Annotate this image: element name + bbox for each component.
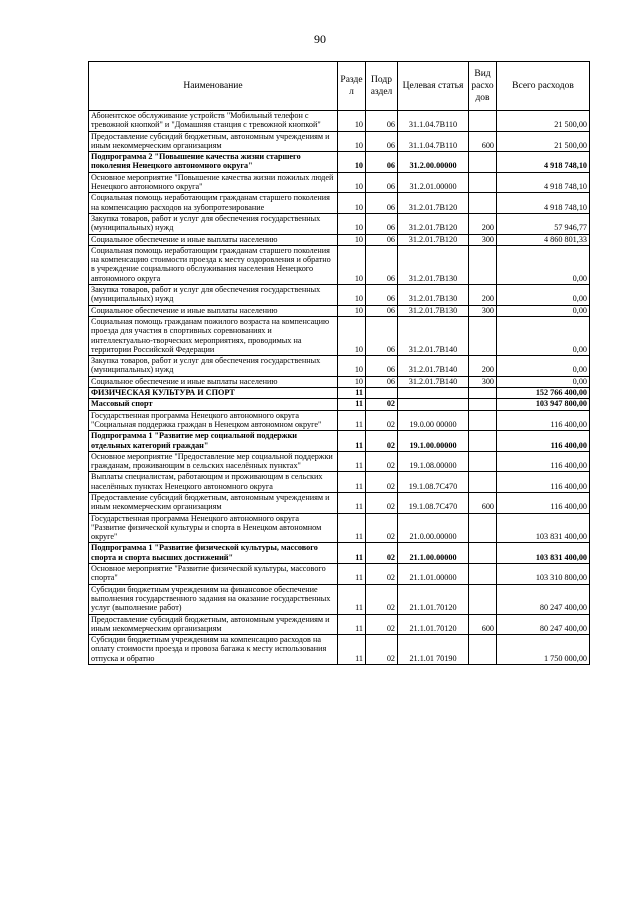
cell-total: 103 831 400,00 <box>497 513 590 543</box>
table-row <box>89 614 590 635</box>
cell-subsection: 06 <box>366 285 398 306</box>
cell-kind: 200 <box>469 285 497 306</box>
cell-kind <box>469 564 497 585</box>
cell-section: 10 <box>338 376 366 387</box>
cell-section: 10 <box>338 245 366 284</box>
cell-subsection: 06 <box>366 172 398 193</box>
cell-total: 103 947 800,00 <box>497 399 590 410</box>
cell-subsection: 06 <box>366 305 398 316</box>
cell-total: 116 400,00 <box>497 451 590 472</box>
cell-article: 21.1.01 70190 <box>398 635 469 665</box>
cell-total: 4 918 748,10 <box>497 172 590 193</box>
table-row <box>89 635 590 665</box>
cell-subsection: 02 <box>366 410 398 431</box>
cell-name: Предоставление субсидий бюджетным, автономным учреждениям и иным некоммерческим организациям <box>89 131 338 152</box>
table-row <box>89 584 590 614</box>
table-row <box>89 152 590 173</box>
cell-section: 10 <box>338 305 366 316</box>
cell-kind: 300 <box>469 376 497 387</box>
cell-section: 11 <box>338 410 366 431</box>
cell-section: 11 <box>338 543 366 564</box>
cell-total: 116 400,00 <box>497 492 590 513</box>
cell-total: 0,00 <box>497 376 590 387</box>
table-row <box>89 131 590 152</box>
cell-subsection: 06 <box>366 111 398 132</box>
cell-subsection: 02 <box>366 513 398 543</box>
cell-section: 11 <box>338 472 366 493</box>
cell-total: 152 766 400,00 <box>497 388 590 399</box>
cell-section: 11 <box>338 388 366 399</box>
cell-name: Закупка товаров, работ и услуг для обеспечения государственных (муниципальных) нужд <box>89 285 338 306</box>
cell-article: 31.2.01.7В120 <box>398 193 469 214</box>
cell-total: 116 400,00 <box>497 410 590 431</box>
cell-article <box>398 399 469 410</box>
table-header-row <box>89 62 590 111</box>
header-kind: Вид расхо дов <box>469 62 497 111</box>
cell-kind: 200 <box>469 356 497 377</box>
header-section: Разде л <box>338 62 366 111</box>
cell-kind <box>469 399 497 410</box>
cell-subsection: 06 <box>366 245 398 284</box>
cell-kind <box>469 635 497 665</box>
table-row <box>89 172 590 193</box>
cell-subsection: 02 <box>366 451 398 472</box>
cell-section: 11 <box>338 564 366 585</box>
cell-name: Подпрограмма 1 "Развитие мер социальной поддержки отдельных категорий граждан" <box>89 431 338 452</box>
table-row <box>89 234 590 245</box>
cell-article: 31.2.01.7В140 <box>398 356 469 377</box>
cell-name: Государственная программа Ненецкого автономного округа "Развитие физической культуры и спорта в Ненецком автономном округе" <box>89 513 338 543</box>
cell-total: 21 500,00 <box>497 111 590 132</box>
table-row <box>89 543 590 564</box>
cell-name: Закупка товаров, работ и услуг для обеспечения государственных (муниципальных) нужд <box>89 356 338 377</box>
budget-table <box>88 61 590 665</box>
cell-article: 31.1.04.7В110 <box>398 131 469 152</box>
cell-kind <box>469 172 497 193</box>
cell-subsection: 02 <box>366 564 398 585</box>
cell-article: 21.0.00.00000 <box>398 513 469 543</box>
cell-total: 4 918 748,10 <box>497 152 590 173</box>
cell-kind: 600 <box>469 492 497 513</box>
table-row <box>89 451 590 472</box>
cell-name: Социальная помощь гражданам пожилого возраста на компенсацию проезда для участия в спортивных соревнованиях и интеллектуально-творческих мероприятиях, проводимых на территории Российской Федерации <box>89 316 338 355</box>
table-row <box>89 410 590 431</box>
header-subsection: Подр аздел <box>366 62 398 111</box>
cell-article: 31.2.01.7В120 <box>398 234 469 245</box>
cell-total: 80 247 400,00 <box>497 584 590 614</box>
cell-subsection: 06 <box>366 131 398 152</box>
table-row <box>89 356 590 377</box>
cell-name: Субсидии бюджетным учреждениям на компенсацию расходов на оплату стоимости проезда и провоза багажа к месту использования отпуска и обратно <box>89 635 338 665</box>
cell-section: 10 <box>338 193 366 214</box>
cell-section: 10 <box>338 172 366 193</box>
cell-kind: 300 <box>469 305 497 316</box>
cell-total: 0,00 <box>497 245 590 284</box>
cell-article: 21.1.00.00000 <box>398 543 469 564</box>
cell-article: 31.2.01.7В130 <box>398 305 469 316</box>
cell-section: 10 <box>338 152 366 173</box>
cell-section: 11 <box>338 492 366 513</box>
cell-section: 11 <box>338 513 366 543</box>
cell-name: Социальное обеспечение и иные выплаты населению <box>89 305 338 316</box>
cell-name: Предоставление субсидий бюджетным, автономным учреждениям и иным некоммерческим организациям <box>89 614 338 635</box>
header-name: Наименование <box>89 62 338 111</box>
cell-kind <box>469 451 497 472</box>
cell-kind <box>469 193 497 214</box>
cell-article: 31.2.01.00000 <box>398 172 469 193</box>
cell-total: 4 918 748,10 <box>497 193 590 214</box>
cell-kind <box>469 513 497 543</box>
cell-section: 10 <box>338 213 366 234</box>
cell-total: 103 831 400,00 <box>497 543 590 564</box>
cell-total: 116 400,00 <box>497 472 590 493</box>
cell-section: 10 <box>338 285 366 306</box>
cell-article: 19.1.08.00000 <box>398 451 469 472</box>
table-row <box>89 399 590 410</box>
page-number: 90 <box>314 32 326 46</box>
cell-article <box>398 388 469 399</box>
cell-kind <box>469 584 497 614</box>
cell-kind <box>469 245 497 284</box>
cell-section: 10 <box>338 111 366 132</box>
cell-kind: 300 <box>469 234 497 245</box>
cell-subsection: 06 <box>366 376 398 387</box>
cell-total: 0,00 <box>497 285 590 306</box>
cell-total: 0,00 <box>497 305 590 316</box>
cell-total: 21 500,00 <box>497 131 590 152</box>
cell-name: Государственная программа Ненецкого автономного округа "Социальная поддержка граждан в Ненецком автономном округе" <box>89 410 338 431</box>
cell-subsection <box>366 388 398 399</box>
cell-subsection: 02 <box>366 492 398 513</box>
cell-name: Социальное обеспечение и иные выплаты населению <box>89 234 338 245</box>
cell-kind: 200 <box>469 213 497 234</box>
cell-section: 11 <box>338 635 366 665</box>
cell-name: Массовый спорт <box>89 399 338 410</box>
cell-article: 31.2.01.7В130 <box>398 245 469 284</box>
cell-section: 11 <box>338 584 366 614</box>
cell-name: Социальная помощь неработающим гражданам старшего поколения на компенсацию стоимости проезда к месту оздоровления и обратно в учреждение социального обслуживания населения Ненецкого автономного округа <box>89 245 338 284</box>
table-row <box>89 513 590 543</box>
cell-name: Абонентское обслуживание устройств "Мобильный телефон с тревожной кнопкой" и "Домашняя станция с тревожной кнопкой" <box>89 111 338 132</box>
table-row <box>89 285 590 306</box>
cell-section: 11 <box>338 451 366 472</box>
table-row <box>89 305 590 316</box>
table-row <box>89 376 590 387</box>
cell-name: Подпрограмма 1 "Развитие физической культуры, массового спорта и спорта высших достижений" <box>89 543 338 564</box>
cell-subsection: 06 <box>366 213 398 234</box>
cell-name: Основное мероприятие "Предоставление мер социальной поддержки гражданам, проживающим в сельских населённых пунктах" <box>89 451 338 472</box>
cell-article: 19.1.00.00000 <box>398 431 469 452</box>
cell-name: Основное мероприятие "Развитие физической культуры, массового спорта" <box>89 564 338 585</box>
cell-section: 11 <box>338 399 366 410</box>
table-row <box>89 193 590 214</box>
cell-article: 31.2.01.7В120 <box>398 213 469 234</box>
header-article: Целевая статья <box>398 62 469 111</box>
cell-article: 21.1.01.70120 <box>398 614 469 635</box>
header-total: Всего расходов <box>497 62 590 111</box>
cell-section: 10 <box>338 234 366 245</box>
cell-article: 21.1.01.70120 <box>398 584 469 614</box>
cell-subsection: 06 <box>366 356 398 377</box>
table-row <box>89 431 590 452</box>
cell-kind <box>469 543 497 564</box>
cell-section: 10 <box>338 316 366 355</box>
cell-subsection: 02 <box>366 584 398 614</box>
cell-name: Основное мероприятие "Повышение качества жизни пожилых людей Ненецкого автономного округа" <box>89 172 338 193</box>
table-row <box>89 564 590 585</box>
cell-subsection: 02 <box>366 635 398 665</box>
cell-total: 1 750 000,00 <box>497 635 590 665</box>
cell-subsection: 02 <box>366 543 398 564</box>
cell-kind: 600 <box>469 131 497 152</box>
cell-name: ФИЗИЧЕСКАЯ КУЛЬТУРА И СПОРТ <box>89 388 338 399</box>
cell-article: 31.1.04.7В110 <box>398 111 469 132</box>
table-row <box>89 245 590 284</box>
table-body <box>89 111 590 665</box>
cell-kind <box>469 472 497 493</box>
cell-name: Закупка товаров, работ и услуг для обеспечения государственных (муниципальных) нужд <box>89 213 338 234</box>
cell-subsection: 02 <box>366 614 398 635</box>
cell-section: 10 <box>338 356 366 377</box>
cell-name: Выплаты специалистам, работающим и проживающим в сельских населённых пунктах Ненецкого автономного округа <box>89 472 338 493</box>
cell-article: 19.1.08.7С470 <box>398 472 469 493</box>
cell-article: 19.1.08.7С470 <box>398 492 469 513</box>
cell-kind <box>469 111 497 132</box>
table-row <box>89 316 590 355</box>
cell-total: 80 247 400,00 <box>497 614 590 635</box>
cell-total: 116 400,00 <box>497 431 590 452</box>
cell-subsection: 02 <box>366 431 398 452</box>
cell-article: 21.1.01.00000 <box>398 564 469 585</box>
cell-subsection: 06 <box>366 152 398 173</box>
cell-name: Подпрограмма 2 "Повышение качества жизни старшего поколения Ненецкого автономного округа" <box>89 152 338 173</box>
cell-name: Предоставление субсидий бюджетным, автономным учреждениям и иным некоммерческим организациям <box>89 492 338 513</box>
cell-section: 11 <box>338 614 366 635</box>
cell-kind <box>469 388 497 399</box>
cell-subsection: 06 <box>366 234 398 245</box>
table-row <box>89 213 590 234</box>
cell-kind <box>469 316 497 355</box>
cell-name: Социальное обеспечение и иные выплаты населению <box>89 376 338 387</box>
cell-subsection: 06 <box>366 193 398 214</box>
cell-article: 19.0.00 00000 <box>398 410 469 431</box>
table-row <box>89 388 590 399</box>
cell-total: 0,00 <box>497 316 590 355</box>
cell-name: Социальная помощь неработающим гражданам старшего поколения на компенсацию расходов на зубопротезирование <box>89 193 338 214</box>
cell-article: 31.2.00.00000 <box>398 152 469 173</box>
cell-name: Субсидии бюджетным учреждениям на финансовое обеспечение выполнения государственного задания на оказание государственных услуг (выполнение работ) <box>89 584 338 614</box>
cell-total: 4 860 801,33 <box>497 234 590 245</box>
cell-section: 10 <box>338 131 366 152</box>
cell-total: 103 310 800,00 <box>497 564 590 585</box>
table-row <box>89 111 590 132</box>
cell-subsection: 06 <box>366 316 398 355</box>
cell-article: 31.2.01.7В140 <box>398 376 469 387</box>
cell-article: 31.2.01.7В130 <box>398 285 469 306</box>
cell-kind <box>469 431 497 452</box>
table-row <box>89 472 590 493</box>
cell-article: 31.2.01.7В140 <box>398 316 469 355</box>
cell-subsection: 02 <box>366 472 398 493</box>
cell-kind <box>469 410 497 431</box>
table-row <box>89 492 590 513</box>
cell-total: 57 946,77 <box>497 213 590 234</box>
cell-total: 0,00 <box>497 356 590 377</box>
cell-section: 11 <box>338 431 366 452</box>
cell-kind <box>469 152 497 173</box>
cell-subsection: 02 <box>366 399 398 410</box>
cell-kind: 600 <box>469 614 497 635</box>
